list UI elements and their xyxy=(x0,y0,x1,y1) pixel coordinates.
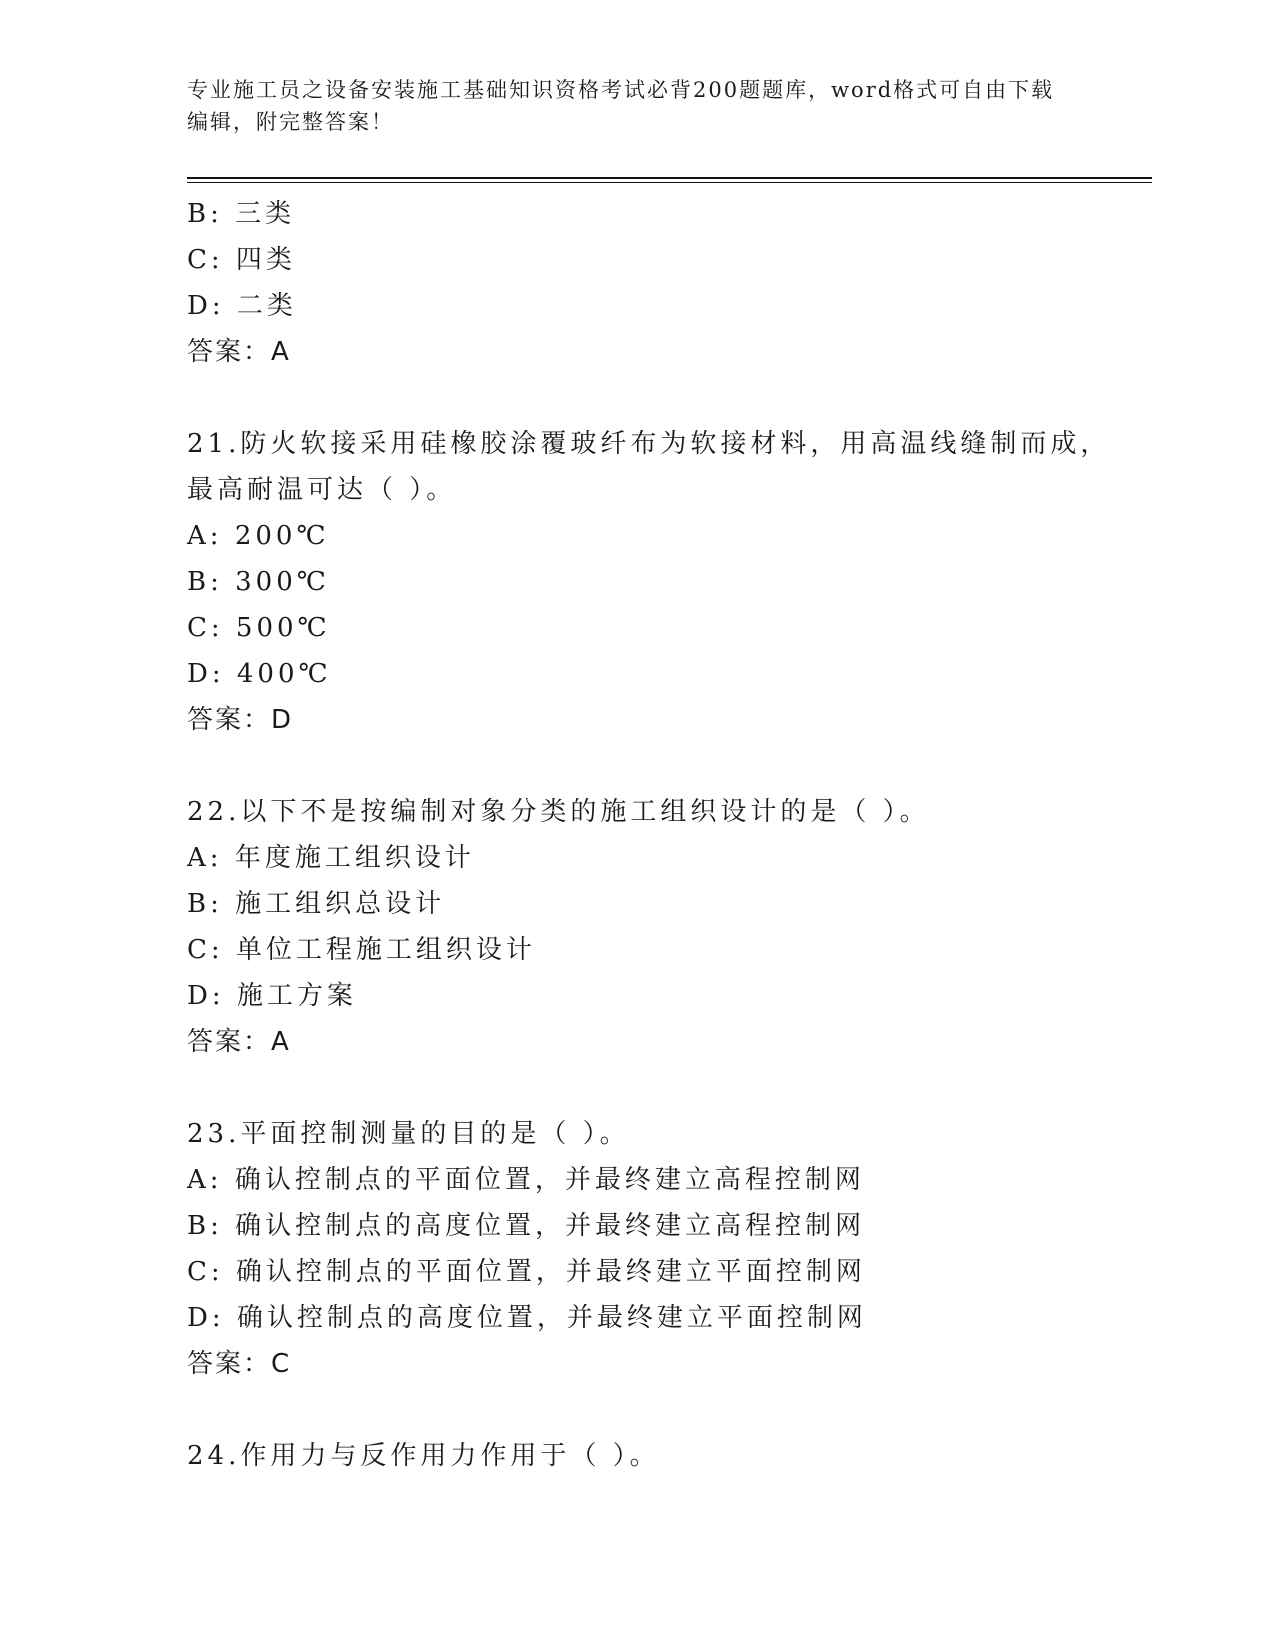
document-header: 专业施工员之设备安装施工基础知识资格考试必背200题题库，word格式可自由下载编辑，附完整答案！ xyxy=(187,78,1055,134)
option-b: B: 300℃ xyxy=(187,567,330,597)
option-a: A: 确认控制点的平面位置，并最终建立高程控制网 xyxy=(187,1165,865,1195)
option-d: D: 确认控制点的高度位置，并最终建立平面控制网 xyxy=(187,1303,867,1333)
question-stem-cont: 最高耐温可达（ ）。 xyxy=(187,475,457,505)
header-rule-thick xyxy=(187,177,1152,179)
option-d: D: 400℃ xyxy=(187,659,332,689)
question-stem: 21.防火软接采用硅橡胶涂覆玻纤布为软接材料，用高温线缝制而成， xyxy=(187,429,1111,459)
option-c: C: 500℃ xyxy=(187,613,331,643)
option-d: D: 施工方案 xyxy=(187,981,357,1011)
option-c: C: 单位工程施工组织设计 xyxy=(187,935,536,965)
header-rule-thin xyxy=(187,182,1152,183)
option-c: C: 四类 xyxy=(187,245,296,275)
question-stem: 22.以下不是按编制对象分类的施工组织设计的是（ ）。 xyxy=(187,797,930,827)
option-a: A: 年度施工组织设计 xyxy=(187,843,475,873)
question-list xyxy=(187,191,1152,1479)
answer-line: 答案：D xyxy=(187,705,294,735)
question-stem: 23.平面控制测量的目的是（ ）。 xyxy=(187,1119,630,1149)
option-a: A: 200℃ xyxy=(187,521,330,551)
option-b: B: 施工组织总设计 xyxy=(187,889,446,919)
option-d: D: 二类 xyxy=(187,291,297,321)
answer-line: 答案：C xyxy=(187,1349,292,1379)
answer-line: 答案：A xyxy=(187,1027,291,1057)
answer-line: 答案：A xyxy=(187,337,291,367)
option-b: B: 三类 xyxy=(187,199,296,229)
option-b: B: 确认控制点的高度位置，并最终建立高程控制网 xyxy=(187,1211,866,1241)
option-c: C: 确认控制点的平面位置，并最终建立平面控制网 xyxy=(187,1257,866,1287)
question-stem: 24.作用力与反作用力作用于（ ）。 xyxy=(187,1441,660,1471)
